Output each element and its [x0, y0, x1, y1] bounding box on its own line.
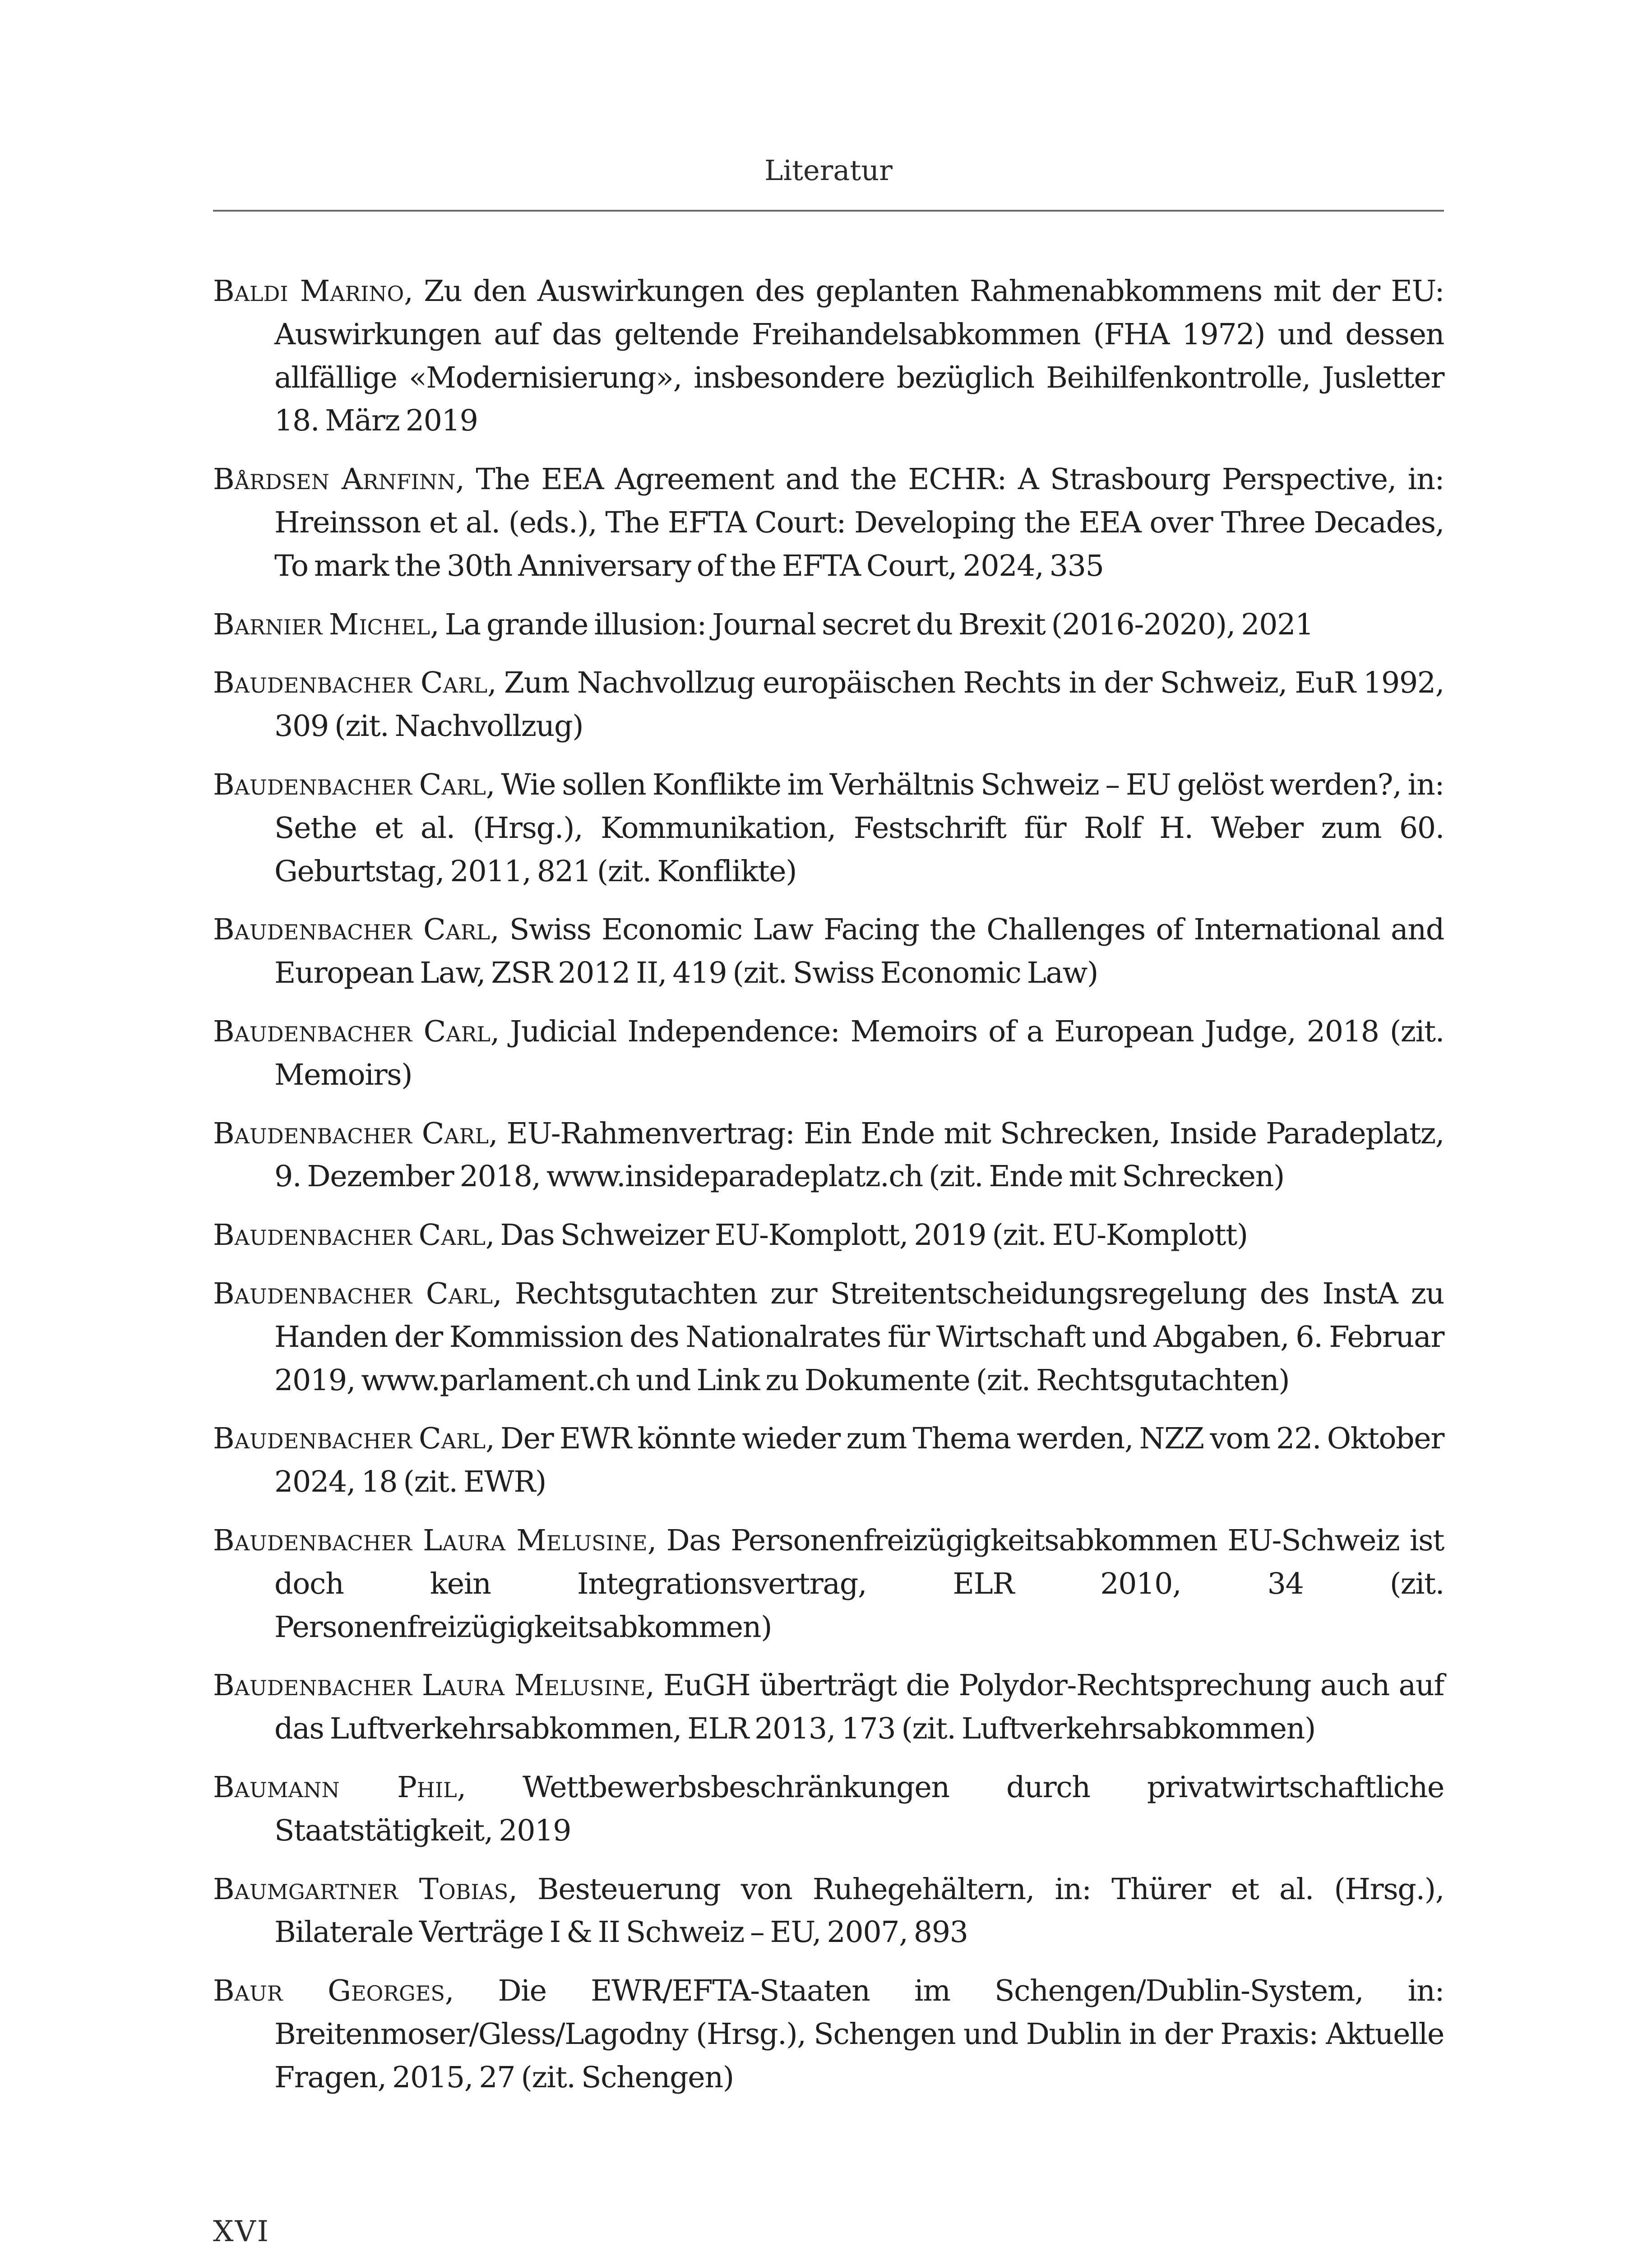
entry-text: , Das Personenfreizügigkeitsabkommen EU-Schweiz ist doch kein Integrationsvertrag, ELR 2010, 34 (zit. Personenfreizügigkeitsabkommen) — [274, 1523, 1444, 1644]
entry-author: Baumgartner Tobias — [213, 1872, 509, 1906]
bibliography-entry — [213, 908, 1444, 995]
entry-text: , Swiss Economic Law Facing the Challenges of International and European Law, ZSR 2012 II, 419 (zit. Swiss Economic Law) — [274, 913, 1444, 990]
bibliography-entry — [213, 1272, 1444, 1402]
bibliography-entry — [213, 1214, 1444, 1257]
entry-author: Baudenbacher Carl — [213, 1014, 491, 1049]
entry-author: Baudenbacher Carl — [213, 913, 491, 947]
entry-author: Barnier Michel — [213, 607, 430, 642]
entry-text: , Wettbewerbsbeschränkungen durch privatwirtschaftliche Staatstätigkeit, 2019 — [274, 1770, 1444, 1848]
entry-author: Baudenbacher Laura Melusine — [213, 1523, 648, 1558]
entry-author: Baudenbacher Laura Melusine — [213, 1669, 646, 1703]
bibliography-list — [213, 270, 1444, 2114]
bibliography-entry — [213, 1868, 1444, 1955]
bibliography-entry — [213, 1112, 1444, 1199]
entry-text: , Rechtsgutachten zur Streitentscheidungsregelung des InstA zu Handen der Kommission des Nationalrates für Wirtschaft und Abgaben, 6. Februar 2019, www.parlament.ch und Link zu Dokumente (zit. Rechtsgutachten) — [274, 1276, 1444, 1397]
entry-author: Baumann Phil — [213, 1770, 457, 1804]
entry-text: , La grande illusion: Journal secret du Brexit (2016-2020), 2021 — [430, 607, 1314, 642]
entry-author: Baudenbacher Carl — [213, 1116, 489, 1151]
header-rule — [213, 210, 1444, 212]
entry-author: Baudenbacher Carl — [213, 767, 486, 802]
bibliography-entry — [213, 1766, 1444, 1853]
entry-text: , Das Schweizer EU-Komplott, 2019 (zit. EU-Komplott) — [485, 1218, 1248, 1253]
entry-author: Baudenbacher Carl — [213, 1422, 486, 1456]
bibliography-entry — [213, 1010, 1444, 1097]
entry-author: Baur Georges — [213, 1974, 445, 2008]
running-head: Literatur — [764, 154, 893, 187]
entry-author: Baudenbacher Carl — [213, 1218, 486, 1253]
bibliography-entry — [213, 1664, 1444, 1751]
bibliography-entry — [213, 458, 1444, 587]
entry-text: , Besteuerung von Ruhegehältern, in: Thürer et al. (Hrsg.), Bilaterale Verträge I & II Schweiz – EU, 2007, 893 — [274, 1872, 1444, 1950]
bibliography-entry — [213, 661, 1444, 748]
entry-text: , Wie sollen Konflikte im Verhältnis Schweiz – EU gelöst werden?, in: Sethe et al. (Hrsg.), Kommunikation, Festschrift für Rolf H. Weber zum 60. Geburtstag, 2011, 821 (zit. Konflikte) — [274, 767, 1444, 888]
bibliography-entry — [213, 1417, 1444, 1504]
entry-text: , Die EWR/EFTA-Staaten im Schengen/Dublin-System, in: Breitenmoser/Gless/Lagodny (Hrsg.), Schengen und Dublin in der Praxis: Aktuelle Fragen, 2015, 27 (zit. Schengen) — [274, 1974, 1444, 2094]
bibliography-entry — [213, 603, 1444, 647]
entry-author: Baudenbacher Carl — [213, 666, 488, 700]
entry-text: , EuGH überträgt die Polydor-Rechtsprechung auch auf das Luftverkehrsabkommen, ELR 2013, 173 (zit. Luftverkehrsabkommen) — [274, 1669, 1444, 1746]
entry-text: , Zu den Auswirkungen des geplanten Rahmenabkommens mit der EU: Auswirkungen auf das geltende Freihandelsabkommen (FHA 1972) und dessen allfällige «Modernisierung», insbesondere bezüglich Beihilfenkontrolle, Jusletter 18. März 2019 — [274, 274, 1444, 438]
entry-text: , Zum Nachvollzug europäischen Rechts in der Schweiz, EuR 1992, 309 (zit. Nachvollzug) — [274, 666, 1444, 744]
bibliography-entry — [213, 270, 1444, 443]
entry-author: Bårdsen Arnfinn — [213, 462, 456, 497]
bibliography-entry — [213, 1519, 1444, 1649]
entry-text: , EU-Rahmenvertrag: Ein Ende mit Schrecken, Inside Paradeplatz, 9. Dezember 2018, www.insideparadeplatz.ch (zit. Ende mit Schrecken) — [274, 1116, 1444, 1194]
entry-text: , The EEA Agreement and the ECHR: A Strasbourg Perspective, in: Hreinsson et al. (eds.), The EFTA Court: Developing the EEA over Three Decades, To mark the 30th Anniversary of the EFTA Court, 2024, 335 — [274, 462, 1444, 583]
bibliography-entry — [213, 1969, 1444, 2099]
entry-author: Baldi Marino — [213, 274, 404, 308]
page-number: XVI — [213, 2215, 270, 2248]
entry-text: , Der EWR könnte wieder zum Thema werden, NZZ vom 22. Oktober 2024, 18 (zit. EWR) — [274, 1422, 1444, 1499]
bibliography-entry — [213, 763, 1444, 893]
entry-text: , Judicial Independence: Memoirs of a European Judge, 2018 (zit. Memoirs) — [274, 1014, 1444, 1092]
entry-author: Baudenbacher Carl — [213, 1276, 493, 1311]
